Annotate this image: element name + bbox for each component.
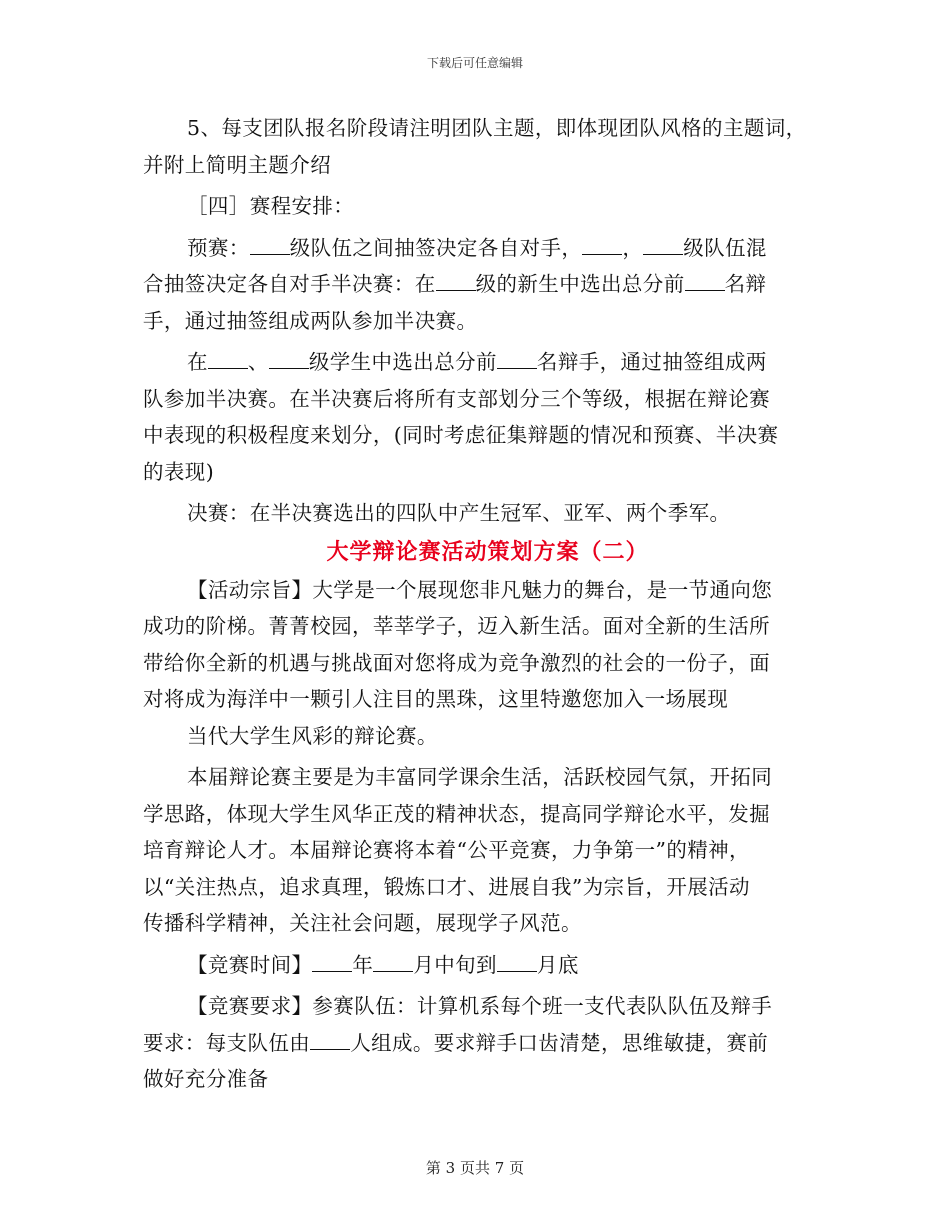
document-body xyxy=(143,110,808,1098)
text-run: 【竞赛时间】 xyxy=(187,952,313,977)
text-run: 级学生中选出总分前 xyxy=(308,350,497,374)
paragraph-line: 本届辩论赛主要是为丰富同学课余生活，活跃校园气氛，开拓同 xyxy=(187,765,773,789)
paragraph-line: 【竞赛要求】参赛队伍：计算机系每个班一支代表队队伍及辩手 xyxy=(187,994,773,1018)
paragraph-line: 队参加半决赛。在半决赛后将所有支部划分三个等级，根据在辩论赛 xyxy=(143,386,770,411)
fill-blank xyxy=(373,953,413,972)
paragraph-line: 手，通过抽签组成两队参加半决赛。 xyxy=(143,308,478,333)
fill-blank xyxy=(497,350,537,369)
fill-blank xyxy=(582,236,622,255)
text-run: 预赛： xyxy=(187,235,250,260)
paragraph-line: 以“关注热点，追求真理，锻炼口才、进展自我”为宗旨，开展活动 xyxy=(143,874,750,899)
text-run: 级队伍之间抽签决定各自对手， xyxy=(289,235,583,260)
text-run: 、 xyxy=(247,350,269,374)
paragraph-line: 培育辩论人才。本届辩论赛将本着“公平竞赛，力争第一”的精神， xyxy=(143,838,750,862)
paragraph-line: 的表现) xyxy=(143,459,215,484)
fill-blank xyxy=(643,236,683,255)
text-run: 人组成。要求辩手口齿清楚，思维敏捷，赛前 xyxy=(350,1030,769,1055)
text-run: 在 xyxy=(187,350,208,374)
text-run: 级的新生中选出总分前 xyxy=(475,272,685,296)
text-run: 月底 xyxy=(536,952,579,977)
paragraph-line: 【活动宗旨】大学是一个展现您非凡魅力的舞台，是一节通向您 xyxy=(187,577,773,602)
paragraph-line xyxy=(143,230,808,267)
paragraph-line: 当代大学生风彩的辩论赛。 xyxy=(187,723,438,748)
fill-blank xyxy=(497,953,537,972)
paragraph-line: 5、每支团队报名阶段请注明团队主题，即体现团队风格的主题词， xyxy=(187,116,807,140)
text-run: 年 xyxy=(352,952,374,977)
paragraph-line xyxy=(143,266,808,303)
text-run: 名辩 xyxy=(724,272,767,296)
paragraph-line: 并附上简明主题介绍 xyxy=(143,152,332,177)
text-run: 名辩手，通过抽签组成两 xyxy=(536,350,767,374)
paragraph-line xyxy=(143,1025,808,1062)
fill-blank xyxy=(312,953,352,972)
page-footer: 第 3 页共 7 页 xyxy=(425,1159,525,1177)
paragraph-line: 学思路，体现大学生风华正茂的精神状态，提高同学辩论水平，发掘 xyxy=(143,801,770,826)
paragraph-line: 成功的阶梯。菁菁校园，莘莘学子，迈入新生活。面对全新的生活所 xyxy=(143,614,770,638)
paragraph-line: 中表现的积极程度来划分，(同时考虑征集辩题的情况和预赛、半决赛 xyxy=(143,423,779,447)
text-run: 月中旬到 xyxy=(413,952,497,977)
section-heading: ［四］赛程安排： xyxy=(187,194,355,218)
fill-blank xyxy=(208,350,248,369)
paragraph-line: 对将成为海洋中一颗引人注目的黑珠，这里特邀您加入一场展现 xyxy=(143,687,729,711)
page-header: 下载后可任意编辑 xyxy=(426,56,523,70)
fill-blank xyxy=(436,272,476,291)
text-run: ， xyxy=(622,235,644,260)
paragraph-line: 传播科学精神，关注社会问题，展现学子风范。 xyxy=(143,911,582,935)
text-run: 级队伍混 xyxy=(683,235,767,260)
text-run: 合抽签决定各自对手半决赛：在 xyxy=(143,272,436,296)
paragraph-line xyxy=(143,344,808,381)
paragraph-line: 带给你全新的机遇与挑战面对您将成为竞争激烈的社会的一份子，面 xyxy=(143,650,770,675)
fill-blank xyxy=(250,236,290,255)
fill-blank xyxy=(685,272,725,291)
document-title: 大学辩论赛活动策划方案（二） xyxy=(326,538,649,565)
text-run: 要求：每支队伍由 xyxy=(143,1030,311,1055)
paragraph-line: 做好充分准备 xyxy=(143,1067,269,1091)
fill-blank xyxy=(310,1031,350,1050)
fill-blank xyxy=(269,350,309,369)
paragraph-line: 决赛：在半决赛选出的四队中产生冠军、亚军、两个季军。 xyxy=(187,501,731,525)
paragraph-line xyxy=(143,947,808,984)
